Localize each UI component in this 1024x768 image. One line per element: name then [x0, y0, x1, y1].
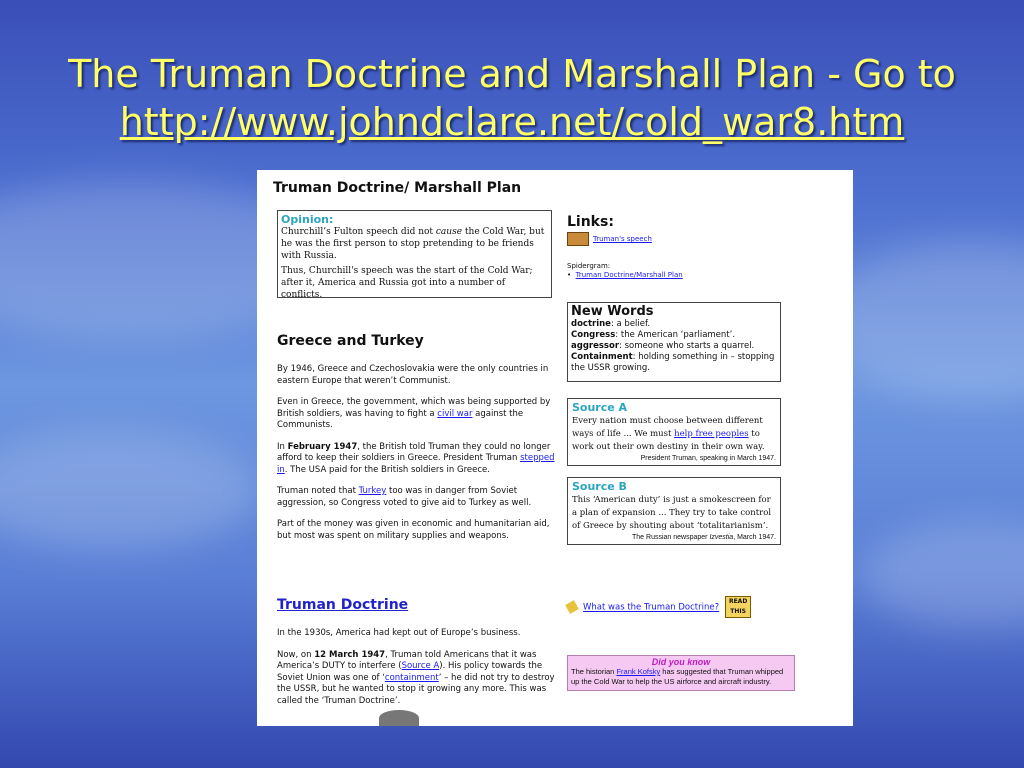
greece-p3: In February 1947, the British told Truman they could no longer afford to keep their soldiers in Greece. President Truman stepped in. The USA paid for the British soldiers in Greece.: [277, 441, 555, 475]
opinion-paragraph-1: Churchill’s Fulton speech did not cause the Cold War, but he was the first person to stop pretending to be friends with Russia.: [281, 227, 545, 261]
slide-title: [0, 50, 1024, 146]
truman-p1: In the 1930s, America had kept out of Europe’s business.: [277, 628, 521, 638]
truman-doctrine-heading[interactable]: Truman Doctrine: [277, 597, 409, 613]
question-row: [567, 596, 751, 618]
links-heading: Links:: [567, 214, 614, 230]
new-words-box: [567, 302, 781, 382]
truman-doctrine-question-link[interactable]: What was the Truman Doctrine?: [583, 602, 720, 613]
spidergram-item: • Truman Doctrine/Marshall Plan: [567, 271, 683, 279]
greece-turkey-text: [277, 364, 557, 552]
slide-title-link[interactable]: http://www.johndclare.net/cold_war8.htm: [119, 100, 905, 144]
word-item: Containment: holding something in – stopping the USSR growing.: [571, 352, 775, 373]
truman-doctrine-text: [277, 628, 557, 717]
source-a-link[interactable]: Source A: [401, 661, 440, 671]
opinion-label: Opinion:: [281, 213, 334, 226]
source-b-heading: Source B: [572, 480, 627, 493]
frank-kofsky-link[interactable]: Frank Kofsky: [616, 667, 661, 676]
greece-p5: Part of the money was given in economic and humanitarian aid, but most was spent on military supplies and weapons.: [277, 519, 550, 541]
civil-war-link[interactable]: civil war: [437, 408, 473, 419]
greece-p1: By 1946, Greece and Czechoslovakia were the only countries in eastern Europe that weren’t Communist.: [277, 364, 549, 386]
turkey-link[interactable]: Turkey: [358, 486, 387, 496]
pencil-icon: [565, 600, 579, 614]
source-b-text: This ‘American duty’ is just a smokescreen for a plan of expansion ... They try to take control of Greece by shouting about ‘totalitarianism’.: [572, 495, 772, 531]
did-you-know-box: [567, 655, 795, 691]
source-a-text: Every nation must choose between different ways of life ... We must help free peoples to work out their own destiny in their own way.: [572, 416, 765, 452]
film-icon: [567, 232, 589, 246]
word-item: doctrine: a belief.: [571, 319, 651, 329]
greece-turkey-heading: Greece and Turkey: [277, 333, 424, 349]
source-a-heading: Source A: [572, 401, 628, 414]
truman-p2: Now, on 12 March 1947, Truman told Americans that it was America’s DUTY to interfere (Source A). His policy towards the Soviet Union was one of ‘containment’ – he did not try to destroy the USSR, but he wanted to stop it growing any more. This was called the ‘Truman Doctrine’.: [277, 649, 555, 706]
slide-title-text: The Truman Doctrine and Marshall Plan - Go to: [68, 52, 956, 96]
greece-p4: Truman noted that Turkey too was in danger from Soviet aggression, so Congress voted to give aid to Turkey as well.: [277, 486, 532, 508]
containment-link[interactable]: containment: [384, 672, 439, 683]
truman-speech-link[interactable]: Truman's speech: [593, 235, 652, 243]
page-heading: Truman Doctrine/ Marshall Plan: [273, 180, 522, 196]
stepped-in-link[interactable]: stepped in: [277, 453, 555, 475]
webpage-screenshot: [257, 170, 853, 726]
word-item: aggressor: someone who starts a quarrel.: [571, 341, 755, 351]
spidergram-link[interactable]: Truman Doctrine/Marshall Plan: [575, 271, 683, 279]
truman-speech-row: [567, 232, 652, 246]
source-b-box: [567, 477, 781, 545]
did-you-know-text: The historian Frank Kofsky has suggested that Truman whipped up the Cold War to help the US airforce and aircraft industry.: [571, 667, 784, 686]
greece-p2: Even in Greece, the government, which was being supported by British soldiers, was having to fight a civil war against the Communists.: [277, 397, 551, 430]
read-this-icon[interactable]: READ THIS: [725, 596, 751, 618]
did-you-know-heading: Did you know: [651, 657, 711, 667]
spidergram-label: Spidergram:: [567, 262, 611, 270]
spidergram: [567, 262, 683, 280]
opinion-box: [277, 210, 552, 298]
source-a-box: [567, 398, 781, 466]
word-item: Congress: the American ‘parliament’.: [571, 330, 736, 340]
help-free-peoples-link[interactable]: help free peoples: [674, 429, 749, 439]
source-a-citation: President Truman, speaking in March 1947.: [640, 455, 776, 462]
opinion-paragraph-2: Thus, Churchill's speech was the start of the Cold War; after it, America and Russia got into a number of conflicts.: [281, 266, 533, 300]
new-words-heading: New Words: [571, 304, 654, 319]
portrait-image: [379, 710, 419, 726]
source-b-citation: The Russian newspaper Izvestia, March 1947.: [632, 534, 776, 541]
